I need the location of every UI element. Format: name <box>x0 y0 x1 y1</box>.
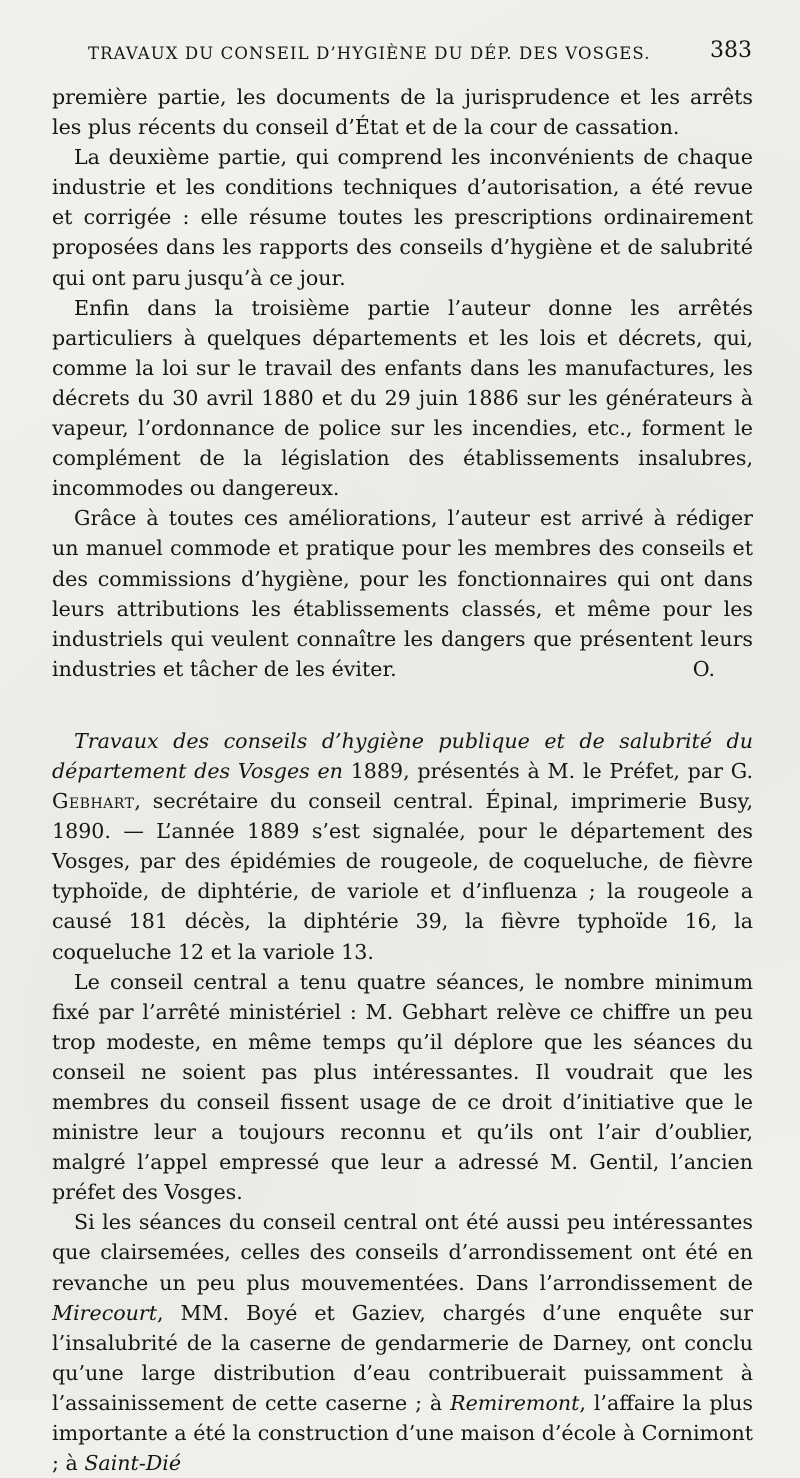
place-mirecourt: Mirecourt <box>52 1300 158 1325</box>
review-year: 1889 <box>350 758 404 783</box>
running-title: TRAVAUX DU CONSEIL D’HYGIÈNE DU DÉP. DES VOSGES. <box>88 44 651 63</box>
place-remiremont: Remiremont <box>450 1390 580 1415</box>
paragraph-review-vosges <box>52 726 753 967</box>
district-text-b: , MM. Boyé et Gaziev, chargés d’une enquête sur l’insalubrité de la caserne de gendarmerie de Darney, ont conclu qu’une large distribution d’eau contribuerait puissamment à l’assainissement de cette caserne ; à <box>52 1300 753 1415</box>
page-header <box>88 38 752 68</box>
paragraph-improvements-text: Grâce à toutes ces améliorations, l’auteur est arrivé à rédiger un manuel commode et pratique pour les membres des conseils et des commissions d’hygiène, pour les fonctionnaires qui ont dans leurs attributions les établissements classés, et même pour les industriels qui veulent connaître les dangers que présentent leurs industries et tâcher de les éviter. <box>52 506 753 681</box>
district-text-a: Si les séances du conseil central ont été aussi peu intéressantes que clairsemées, celles des conseils d’arrondissement ont été en revanche un peu plus mouvementées. Dans l’arrondissement de <box>52 1210 753 1295</box>
paragraph-district-councils <box>52 1207 753 1478</box>
paragraph-improvements <box>52 503 753 684</box>
district-text-c: , l’affaire la plus importante a été la construction d’une maison d’école à Cornimont ; à <box>52 1390 754 1476</box>
paragraph-continuation: première partie, les documents de la jurisprudence et les arrêts les plus récents du conseil d’État et de la cour de cassation. <box>52 85 753 140</box>
review-presented: , présentés à M. le Préfet, par G. <box>403 758 754 783</box>
review-author: Gebhart <box>52 789 135 814</box>
review-details: , secrétaire du conseil central. Épinal, imprimerie Busy, 1890. — L’année 1889 s’est signalée, pour le département des Vosges, par des épidémies de rougeole, de coqueluche, de fièvre typhoïde, de diphtérie, de variole et d’influenza ; la rougeole a causé 181 décès, la diphtérie 39, la fièvre typhoïde 16, la coqueluche 12 et la variole 13. <box>52 789 753 964</box>
paragraph-central-council: Le conseil central a tenu quatre séances, le nombre minimum fixé par l’arrêté ministériel : M. Gebhart relève ce chiffre un peu trop modeste, en même temps qu’il déplore que les séances du conseil ne soient pas plus intéressantes. Il voudrait que les membres du conseil fissent usage de ce droit d’initiative que le ministre leur a toujours reconnu et qu’ils ont l’air d’oublier, malgré l’appel empressé que leur a adressé M. Gentil, l’ancien préfet des Vosges. <box>52 969 753 1205</box>
section-divider-space <box>52 684 753 726</box>
page-number: 383 <box>710 38 752 63</box>
paragraph-second-part: La deuxième partie, qui comprend les inconvénients de chaque industrie et les conditions techniques d’autorisation, a été revue et corrigée : elle résume toutes les prescriptions ordinairement proposées dans les rapports des conseils d’hygiène et de salubrité qui ont paru jusqu’à ce jour. <box>52 145 753 290</box>
paragraph-third-part: Enfin dans la troisième partie l’auteur donne les arrêtés particuliers à quelques départements et les lois et décrets, qui, comme la loi sur le travail des enfants dans les manufactures, les décrets du 30 avril 1880 et du 29 juin 1886 sur les générateurs à vapeur, l’ordonnance de police sur les incendies, etc., forment le complément de la législation des établissements insalubres, incommodes ou dangereux. <box>52 295 753 501</box>
review-title: Travaux des conseils d’hygiène publique et de salubrité du département des Vosges en <box>52 728 753 783</box>
review-signature: O. <box>692 656 715 681</box>
place-saint-die: Saint-Dié <box>84 1451 182 1476</box>
page-body <box>52 82 753 1478</box>
